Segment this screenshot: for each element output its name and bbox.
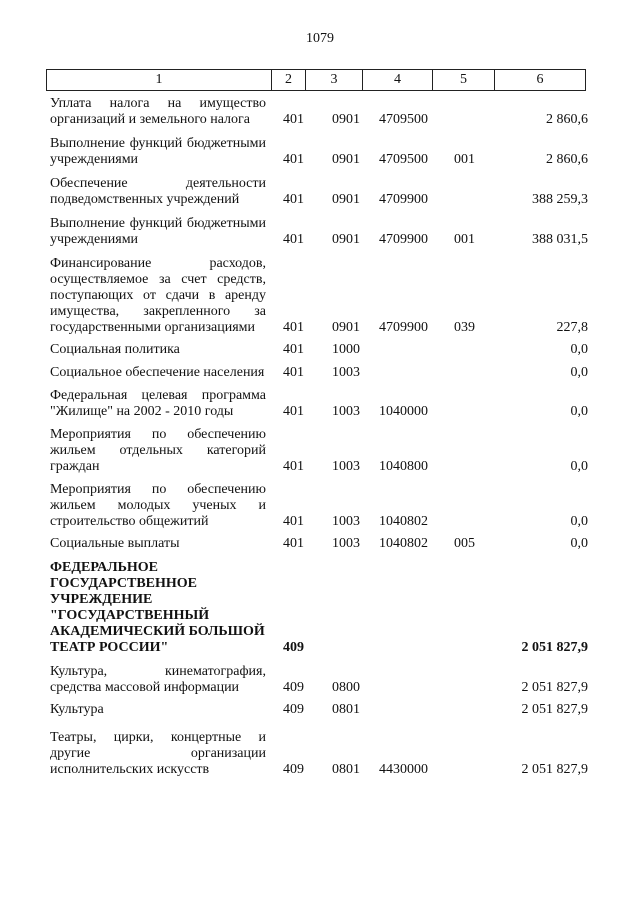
table-row [50,427,590,475]
cell-col-2: 401 [283,342,304,357]
cell-col-6: 2 860,6 [546,112,588,127]
row-description: Культура [50,702,104,717]
cell-col-6: 0,0 [570,342,588,357]
cell-col-4: 1040802 [379,536,428,551]
cell-col-6: 2 051 827,9 [521,640,588,655]
table-row [50,256,590,336]
table-row [50,482,590,530]
cell-col-5: 005 [454,536,475,551]
row-description: Социальные выплаты [50,536,180,551]
row-description: Федеральная целевая программа "Жилище" на 2002 - 2010 годы [50,388,266,419]
cell-col-3: 0901 [332,152,360,167]
cell-col-2: 409 [283,702,304,717]
cell-col-3: 0801 [332,762,360,777]
cell-col-3: 0901 [332,320,360,335]
cell-col-3: 1003 [332,365,360,380]
cell-col-4: 4709900 [379,192,428,207]
header-col-2: 2 [272,70,306,90]
cell-col-5: 001 [454,152,475,167]
cell-col-2: 409 [283,762,304,777]
cell-col-6: 227,8 [556,320,588,335]
table-row [50,702,590,718]
header-col-4: 4 [363,70,433,90]
header-col-5: 5 [433,70,495,90]
cell-col-2: 401 [283,459,304,474]
table-row [50,388,590,420]
cell-col-6: 388 031,5 [532,232,588,247]
cell-col-2: 401 [283,232,304,247]
cell-col-3: 1003 [332,404,360,419]
cell-col-4: 1040802 [379,514,428,529]
header-col-3: 3 [306,70,363,90]
cell-col-2: 401 [283,152,304,167]
cell-col-3: 1003 [332,536,360,551]
row-description: Мероприятия по обеспечению жильем отдельных категорий граждан [50,427,266,474]
table-row-section-heading [50,560,590,656]
table-row [50,96,590,128]
cell-col-2: 401 [283,320,304,335]
cell-col-4: 1040800 [379,459,428,474]
cell-col-5: 039 [454,320,475,335]
cell-col-6: 388 259,3 [532,192,588,207]
header-col-6: 6 [536,72,544,87]
cell-col-2: 401 [283,112,304,127]
table-row [50,536,590,552]
cell-col-2: 401 [283,514,304,529]
row-description: Культура, кинематография, средства массовой информации [50,664,266,695]
row-description: Финансирование расходов, осуществляемое за счет средств, поступающих от сдачи в аренду имущества, закрепленного за государственными организациями [50,256,266,335]
cell-col-6: 2 051 827,9 [521,680,588,695]
row-description: Выполнение функций бюджетными учреждениями [50,136,266,167]
cell-col-3: 0901 [332,112,360,127]
cell-col-4: 1040000 [379,404,428,419]
row-description: Обеспечение деятельности подведомственных учреждений [50,176,266,207]
cell-col-6: 2 860,6 [546,152,588,167]
row-description: Социальное обеспечение населения [50,365,265,380]
table-row [50,664,590,696]
cell-col-6: 2 051 827,9 [521,762,588,777]
cell-col-3: 1000 [332,342,360,357]
cell-col-6: 2 051 827,9 [521,702,588,717]
cell-col-4: 4709900 [379,232,428,247]
cell-col-6: 0,0 [570,514,588,529]
cell-col-6: 0,0 [570,459,588,474]
table-row [50,176,590,208]
cell-col-2: 409 [283,680,304,695]
cell-col-4: 4709500 [379,112,428,127]
cell-col-2: 401 [283,536,304,551]
cell-col-6: 0,0 [570,536,588,551]
cell-col-4: 4709900 [379,320,428,335]
row-description: Уплата налога на имущество организаций и земельного налога [50,96,266,127]
cell-col-2: 401 [283,404,304,419]
row-description: Театры, цирки, концертные и другие организации исполнительских искусств [50,730,266,777]
cell-col-6: 0,0 [570,365,588,380]
row-description: Социальная политика [50,342,180,357]
cell-col-6: 0,0 [570,404,588,419]
cell-col-3: 0901 [332,232,360,247]
row-description: Мероприятия по обеспечению жильем молодых ученых и строительство общежитий [50,482,266,529]
table-row [50,365,590,381]
table-row [50,136,590,168]
cell-col-3: 0801 [332,702,360,717]
cell-col-3: 0800 [332,680,360,695]
table-row [50,730,590,778]
cell-col-2: 401 [283,365,304,380]
cell-col-4: 4430000 [379,762,428,777]
cell-col-3: 1003 [332,514,360,529]
cell-col-2: 401 [283,192,304,207]
row-description: ФЕДЕРАЛЬНОЕ ГОСУДАРСТВЕННОЕ УЧРЕЖДЕНИЕ "ГОСУДАРСТВЕННЫЙ АКАДЕМИЧЕСКИЙ БОЛЬШОЙ ТЕАТР РОССИИ" [50,560,265,655]
cell-col-3: 1003 [332,459,360,474]
cell-col-3: 0901 [332,192,360,207]
cell-col-4: 4709500 [379,152,428,167]
cell-col-5: 001 [454,232,475,247]
table-header [46,69,586,91]
table-row [50,216,590,248]
cell-col-2: 409 [283,640,304,655]
row-description: Выполнение функций бюджетными учреждениями [50,216,266,247]
table-row [50,342,590,358]
page-number: 1079 [306,31,334,46]
table-body [50,96,590,778]
header-col-1: 1 [47,70,272,90]
